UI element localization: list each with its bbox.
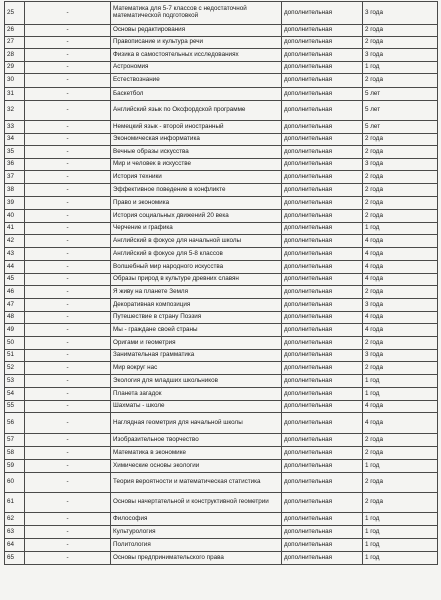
program-duration: 1 год — [363, 539, 438, 552]
row-dash: - — [25, 49, 111, 62]
program-type: дополнительная — [282, 223, 363, 235]
program-duration: 4 года — [363, 274, 438, 286]
row-number: 26 — [5, 25, 25, 37]
program-name: Химические основы экологии — [111, 460, 282, 473]
program-type: дополнительная — [282, 539, 363, 552]
row-dash: - — [25, 552, 111, 565]
row-number: 59 — [5, 460, 25, 473]
program-name: История техники — [111, 171, 282, 184]
program-name: Английский в фокусе для начальной школы — [111, 235, 282, 248]
row-number: 58 — [5, 447, 25, 460]
table-row — [5, 434, 438, 447]
program-type: дополнительная — [282, 434, 363, 447]
program-duration: 4 года — [363, 248, 438, 261]
table-row — [5, 37, 438, 49]
program-name: Математика в экономике — [111, 447, 282, 460]
table-row — [5, 312, 438, 324]
program-duration: 2 года — [363, 473, 438, 493]
row-dash: - — [25, 413, 111, 434]
table-row — [5, 171, 438, 184]
row-dash: - — [25, 388, 111, 401]
table-row — [5, 552, 438, 565]
row-dash: - — [25, 299, 111, 312]
program-type: дополнительная — [282, 362, 363, 375]
row-number: 57 — [5, 434, 25, 447]
row-dash: - — [25, 286, 111, 299]
program-name: История социальных движений 20 века — [111, 210, 282, 223]
row-number: 34 — [5, 134, 25, 146]
row-number: 31 — [5, 88, 25, 101]
program-type: дополнительная — [282, 248, 363, 261]
program-type: дополнительная — [282, 513, 363, 526]
program-type: дополнительная — [282, 62, 363, 74]
program-type: дополнительная — [282, 261, 363, 274]
row-number: 32 — [5, 101, 25, 121]
row-dash: - — [25, 210, 111, 223]
row-number: 50 — [5, 337, 25, 350]
program-duration: 1 год — [363, 460, 438, 473]
program-type: дополнительная — [282, 159, 363, 171]
program-duration: 3 года — [363, 49, 438, 62]
program-duration: 1 год — [363, 223, 438, 235]
row-number: 46 — [5, 286, 25, 299]
program-type: дополнительная — [282, 324, 363, 337]
program-name: Экономическая информатика — [111, 134, 282, 146]
table-row — [5, 337, 438, 350]
table-row — [5, 493, 438, 513]
table-row — [5, 413, 438, 434]
row-number: 37 — [5, 171, 25, 184]
row-number: 54 — [5, 388, 25, 401]
program-name: Правописание и культура речи — [111, 37, 282, 49]
row-dash: - — [25, 460, 111, 473]
table-row — [5, 274, 438, 286]
table-row — [5, 388, 438, 401]
program-type: дополнительная — [282, 37, 363, 49]
table-row — [5, 184, 438, 197]
table-row — [5, 134, 438, 146]
program-name: Политология — [111, 539, 282, 552]
row-dash: - — [25, 197, 111, 210]
row-dash: - — [25, 312, 111, 324]
program-type: дополнительная — [282, 210, 363, 223]
program-duration: 4 года — [363, 413, 438, 434]
program-duration: 2 года — [363, 493, 438, 513]
table-row — [5, 350, 438, 362]
table-row — [5, 223, 438, 235]
program-duration: 3 года — [363, 350, 438, 362]
row-dash: - — [25, 539, 111, 552]
row-dash: - — [25, 526, 111, 539]
program-duration: 2 года — [363, 337, 438, 350]
program-duration: 1 год — [363, 526, 438, 539]
program-duration: 1 год — [363, 62, 438, 74]
program-duration: 5 лет — [363, 101, 438, 121]
program-duration: 4 года — [363, 401, 438, 413]
table-row — [5, 121, 438, 134]
program-type: дополнительная — [282, 312, 363, 324]
program-duration: 4 года — [363, 324, 438, 337]
row-dash: - — [25, 37, 111, 49]
table-row — [5, 375, 438, 388]
row-dash: - — [25, 513, 111, 526]
program-duration: 2 года — [363, 447, 438, 460]
row-dash: - — [25, 2, 111, 25]
program-duration: 2 года — [363, 37, 438, 49]
table-row — [5, 286, 438, 299]
table-row — [5, 362, 438, 375]
program-duration: 1 год — [363, 552, 438, 565]
program-name: Мир вокруг нас — [111, 362, 282, 375]
program-type: дополнительная — [282, 375, 363, 388]
program-type: дополнительная — [282, 552, 363, 565]
row-number: 33 — [5, 121, 25, 134]
program-duration: 3 года — [363, 159, 438, 171]
program-type: дополнительная — [282, 2, 363, 25]
table-row — [5, 401, 438, 413]
program-type: дополнительная — [282, 460, 363, 473]
program-type: дополнительная — [282, 101, 363, 121]
program-type: дополнительная — [282, 447, 363, 460]
program-duration: 2 года — [363, 286, 438, 299]
program-duration: 5 лет — [363, 121, 438, 134]
program-name: Право и экономика — [111, 197, 282, 210]
program-name: Культурология — [111, 526, 282, 539]
program-name: Философия — [111, 513, 282, 526]
program-name: Мы - граждане своей страны — [111, 324, 282, 337]
program-name: Оригами и геометрия — [111, 337, 282, 350]
program-name: Занимательная грамматика — [111, 350, 282, 362]
program-duration: 5 лет — [363, 88, 438, 101]
row-dash: - — [25, 493, 111, 513]
program-type: дополнительная — [282, 121, 363, 134]
program-duration: 4 года — [363, 312, 438, 324]
row-dash: - — [25, 235, 111, 248]
row-dash: - — [25, 324, 111, 337]
row-dash: - — [25, 434, 111, 447]
row-number: 55 — [5, 401, 25, 413]
program-duration: 2 года — [363, 146, 438, 159]
row-number: 64 — [5, 539, 25, 552]
program-name: Основы начертательной и конструктивной геометрии — [111, 493, 282, 513]
table-row — [5, 299, 438, 312]
row-dash: - — [25, 184, 111, 197]
row-dash: - — [25, 223, 111, 235]
row-number: 39 — [5, 197, 25, 210]
program-duration: 2 года — [363, 197, 438, 210]
row-dash: - — [25, 101, 111, 121]
row-number: 38 — [5, 184, 25, 197]
table-row — [5, 62, 438, 74]
program-name: Физика в самостоятельных исследованиях — [111, 49, 282, 62]
row-number: 35 — [5, 146, 25, 159]
program-type: дополнительная — [282, 25, 363, 37]
table-row — [5, 324, 438, 337]
program-duration: 2 года — [363, 184, 438, 197]
programs-table — [4, 1, 438, 565]
row-dash: - — [25, 171, 111, 184]
table-row — [5, 210, 438, 223]
table-row — [5, 25, 438, 37]
row-number: 30 — [5, 74, 25, 88]
table-row — [5, 235, 438, 248]
row-number: 44 — [5, 261, 25, 274]
program-name: Основы редактирования — [111, 25, 282, 37]
row-dash: - — [25, 274, 111, 286]
program-type: дополнительная — [282, 350, 363, 362]
row-number: 43 — [5, 248, 25, 261]
program-duration: 2 года — [363, 210, 438, 223]
program-type: дополнительная — [282, 337, 363, 350]
program-name: Наглядная геометрия для начальной школы — [111, 413, 282, 434]
row-number: 47 — [5, 299, 25, 312]
program-name: Путешествие в страну Поэзия — [111, 312, 282, 324]
program-name: Черчение и графика — [111, 223, 282, 235]
table-row — [5, 248, 438, 261]
program-duration: 3 года — [363, 2, 438, 25]
program-type: дополнительная — [282, 146, 363, 159]
program-type: дополнительная — [282, 134, 363, 146]
row-number: 27 — [5, 37, 25, 49]
table-row — [5, 88, 438, 101]
program-duration: 4 года — [363, 261, 438, 274]
table-row — [5, 513, 438, 526]
program-duration: 2 года — [363, 134, 438, 146]
table-row — [5, 49, 438, 62]
table-row — [5, 460, 438, 473]
row-dash: - — [25, 74, 111, 88]
row-dash: - — [25, 248, 111, 261]
row-number: 41 — [5, 223, 25, 235]
program-name: Астрономия — [111, 62, 282, 74]
row-number: 63 — [5, 526, 25, 539]
table-row — [5, 101, 438, 121]
program-duration: 2 года — [363, 362, 438, 375]
program-duration: 1 год — [363, 375, 438, 388]
row-number: 25 — [5, 2, 25, 25]
table-row — [5, 74, 438, 88]
program-name: Математика для 5-7 классов с недостаточной математической подготовкой — [111, 2, 282, 25]
program-duration: 3 года — [363, 299, 438, 312]
table-row — [5, 539, 438, 552]
program-duration: 4 года — [363, 235, 438, 248]
row-dash: - — [25, 62, 111, 74]
program-name: Баскетбол — [111, 88, 282, 101]
program-name: Образы природ в культуре древних славян — [111, 274, 282, 286]
row-number: 51 — [5, 350, 25, 362]
program-duration: 2 года — [363, 74, 438, 88]
row-dash: - — [25, 146, 111, 159]
program-name: Я живу на планете Земля — [111, 286, 282, 299]
table-row — [5, 526, 438, 539]
program-name: Вечные образы искусства — [111, 146, 282, 159]
program-name: Экология для младших школьников — [111, 375, 282, 388]
row-dash: - — [25, 88, 111, 101]
row-number: 62 — [5, 513, 25, 526]
program-type: дополнительная — [282, 473, 363, 493]
row-dash: - — [25, 375, 111, 388]
row-dash: - — [25, 401, 111, 413]
program-duration: 2 года — [363, 171, 438, 184]
program-type: дополнительная — [282, 388, 363, 401]
program-duration: 2 года — [363, 434, 438, 447]
row-number: 61 — [5, 493, 25, 513]
row-dash: - — [25, 473, 111, 493]
row-number: 53 — [5, 375, 25, 388]
program-name: Английский в фокусе для 5-8 классов — [111, 248, 282, 261]
table-row — [5, 261, 438, 274]
program-duration: 1 год — [363, 513, 438, 526]
table-row — [5, 197, 438, 210]
table-row — [5, 473, 438, 493]
row-number: 49 — [5, 324, 25, 337]
program-type: дополнительная — [282, 286, 363, 299]
row-number: 29 — [5, 62, 25, 74]
program-type: дополнительная — [282, 299, 363, 312]
row-number: 36 — [5, 159, 25, 171]
program-type: дополнительная — [282, 197, 363, 210]
program-name: Эффективное поведение в конфликте — [111, 184, 282, 197]
row-dash: - — [25, 447, 111, 460]
program-type: дополнительная — [282, 74, 363, 88]
program-duration: 1 год — [363, 388, 438, 401]
program-type: дополнительная — [282, 49, 363, 62]
row-dash: - — [25, 350, 111, 362]
row-number: 28 — [5, 49, 25, 62]
table-row — [5, 2, 438, 25]
table-row — [5, 447, 438, 460]
program-name: Мир и человек в искусстве — [111, 159, 282, 171]
program-name: Изобразительное творчество — [111, 434, 282, 447]
programs-table-body — [5, 2, 438, 565]
row-number: 56 — [5, 413, 25, 434]
row-dash: - — [25, 25, 111, 37]
row-dash: - — [25, 134, 111, 146]
row-number: 42 — [5, 235, 25, 248]
table-row — [5, 146, 438, 159]
program-type: дополнительная — [282, 274, 363, 286]
program-name: Английский язык по Оксфордской программе — [111, 101, 282, 121]
row-dash: - — [25, 362, 111, 375]
table-row — [5, 159, 438, 171]
program-name: Шахматы - школе — [111, 401, 282, 413]
program-name: Немецкий язык - второй иностранный — [111, 121, 282, 134]
program-name: Основы предпринимательского права — [111, 552, 282, 565]
program-name: Декоративная композиция — [111, 299, 282, 312]
program-type: дополнительная — [282, 413, 363, 434]
row-number: 52 — [5, 362, 25, 375]
row-number: 45 — [5, 274, 25, 286]
program-type: дополнительная — [282, 401, 363, 413]
program-type: дополнительная — [282, 493, 363, 513]
program-name: Естествознание — [111, 74, 282, 88]
row-number: 48 — [5, 312, 25, 324]
program-type: дополнительная — [282, 184, 363, 197]
row-number: 40 — [5, 210, 25, 223]
row-dash: - — [25, 337, 111, 350]
program-duration: 2 года — [363, 25, 438, 37]
row-dash: - — [25, 261, 111, 274]
program-type: дополнительная — [282, 526, 363, 539]
program-type: дополнительная — [282, 235, 363, 248]
program-type: дополнительная — [282, 88, 363, 101]
row-number: 60 — [5, 473, 25, 493]
program-type: дополнительная — [282, 171, 363, 184]
program-name: Теория вероятности и математическая статистика — [111, 473, 282, 493]
row-dash: - — [25, 159, 111, 171]
row-number: 65 — [5, 552, 25, 565]
program-name: Волшебный мир народного искусства — [111, 261, 282, 274]
row-dash: - — [25, 121, 111, 134]
program-name: Планета загадок — [111, 388, 282, 401]
